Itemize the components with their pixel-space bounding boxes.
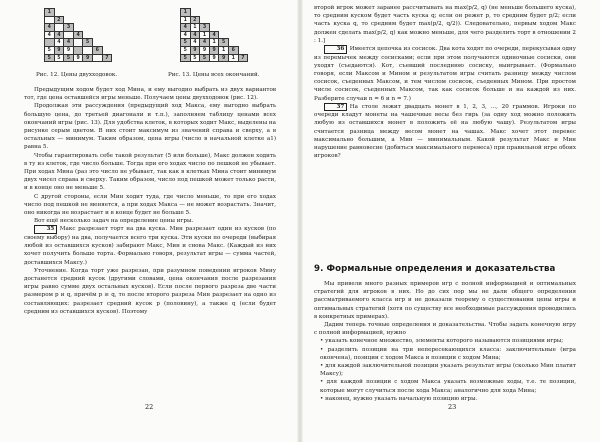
grid-cell xyxy=(219,9,229,17)
grid-cell: 5 xyxy=(190,54,200,62)
grid-cell xyxy=(238,16,248,24)
problem-number-35: 35 xyxy=(34,225,57,234)
grid-cell: 9 xyxy=(190,46,200,54)
grid-cell xyxy=(209,24,219,32)
grid-cell: 9 xyxy=(64,46,74,54)
grid-cell xyxy=(92,54,102,62)
grid-cell xyxy=(102,31,112,39)
grid-cell xyxy=(64,31,74,39)
grid-cell: 1 xyxy=(228,54,238,62)
grid-cell: 9 xyxy=(219,54,229,62)
grid-cell: 4 xyxy=(54,31,64,39)
grid-cell xyxy=(73,9,83,17)
grid-cell: 4 xyxy=(181,24,191,32)
grid-cell xyxy=(73,16,83,24)
grid-cell: 5 xyxy=(83,39,93,47)
grid-cell: 9 xyxy=(73,54,83,62)
paragraph: Дадим теперь точные определения и доказательства. Чтобы задать конечную игру с полной информацией, нужно xyxy=(314,322,576,337)
grid-cell xyxy=(73,24,83,32)
grid-cell xyxy=(228,16,238,24)
grid-cell xyxy=(83,46,93,54)
grid-cell xyxy=(228,39,238,47)
grid-row xyxy=(45,46,112,54)
grid-cell: 1 xyxy=(190,24,200,32)
grid-cell: 1 xyxy=(181,16,191,24)
grid-cell: 5 xyxy=(64,54,74,62)
grid-cell: 4 xyxy=(200,39,210,47)
page-number-left: 22 xyxy=(145,403,154,411)
grid-cell xyxy=(238,31,248,39)
grid-cell xyxy=(238,39,248,47)
problem-35-text: Макс разрезает торт на два куска. Мин разрезает один из кусков (по своему выбору) на два, получается всего три куска. Эти куски по очереди (выбирая любой из оставшихся кусков) забирают Макс, Мин и снова Макс. (Каждый из них хочет получить больше торта. Формально говоря, результат игры — сумма частей, доставшихся Максу.) xyxy=(24,226,276,266)
grid-cell: 4 xyxy=(54,39,64,47)
grid-cell: 5 xyxy=(181,54,191,62)
grid-cell: 1 xyxy=(200,31,210,39)
grid-cell: 5 xyxy=(181,46,191,54)
grid-cell xyxy=(238,9,248,17)
grid-cell xyxy=(92,9,102,17)
grid-cell: 3 xyxy=(200,24,210,32)
grid-cell xyxy=(64,9,74,17)
grid-cell xyxy=(102,46,112,54)
figure-13-caption: Рис. 13. Цены всех окончаний. xyxy=(168,72,260,78)
grid-cell xyxy=(64,16,74,24)
grid-cell: 5 xyxy=(200,54,210,62)
grid-cell: 1 xyxy=(181,9,191,17)
grid-cell xyxy=(238,24,248,32)
grid-cell xyxy=(228,24,238,32)
grid-row xyxy=(45,24,112,32)
problem-35 xyxy=(24,225,276,266)
grid-cell xyxy=(200,16,210,24)
section-heading: 9. Формальные определения и доказательства xyxy=(314,264,556,274)
grid-cell: 6 xyxy=(228,46,238,54)
problem-36 xyxy=(314,45,576,103)
grid-cell xyxy=(228,31,238,39)
grid-cell xyxy=(45,39,55,47)
grid-cell xyxy=(92,24,102,32)
grid-row xyxy=(181,54,248,62)
grid-cell: 7 xyxy=(238,54,248,62)
paragraph: Чтобы гарантировать себе такой результат (5 или больше), Макс должен ходить в ту из клеток, где число больше. Тогда при его ходах число по пешкой не убывает. При ходах Мина (раз это число не убывает, так как в клетках Мина стоит минимум двух чисел справа и сверху. Таким образом, число под пешкой может только расти, и в конце оно не меньше 5. xyxy=(24,152,276,192)
grid-cell xyxy=(238,46,248,54)
page-number-right: 23 xyxy=(448,403,457,411)
grid-cell xyxy=(92,39,102,47)
grid-cell: 5 xyxy=(45,54,55,62)
grid-cell xyxy=(102,9,112,17)
grid-cell: 1 xyxy=(209,39,219,47)
grid-cell xyxy=(102,39,112,47)
grid-cell: 9 xyxy=(54,46,64,54)
grid-row xyxy=(45,16,112,24)
grid-row xyxy=(181,46,248,54)
grid-row xyxy=(45,31,112,39)
grid-cell xyxy=(54,9,64,17)
grid-cell xyxy=(83,9,93,17)
grid-cell: 5 xyxy=(219,39,229,47)
grid-cell: 4 xyxy=(45,31,55,39)
problem-36-text: Имеется цепочка из сосисок. Два кота ходят по очереди, перекусывая одну из перемычек между сосисками; если при этом получаются одиночные сосиски, они уходят (съедаются). Кот, съевший последнюю сосиску, выигрывает. (Формально говоря, если Максом и Мином и результатом игры считать разницу между числом сосисок, съеденных Максом, и тем числом сосисок, съеденных Мином. При простом числе сосисок, съеденных Максом, так как сосисок больше и на каждой из них. Разберите случаи n = 6 и n = 7.) xyxy=(314,46,577,102)
grid-cell xyxy=(200,9,210,17)
grid-cell xyxy=(54,24,64,32)
grid-cell xyxy=(83,31,93,39)
grid-cell: 9 xyxy=(200,46,210,54)
grid-cell: 9 xyxy=(83,54,93,62)
grid-cell: 4 xyxy=(64,39,74,47)
grid-cell xyxy=(92,16,102,24)
grid-cell: 4 xyxy=(45,24,55,32)
grid-cell xyxy=(83,24,93,32)
grid-cell xyxy=(219,31,229,39)
grid-cell: 4 xyxy=(190,39,200,47)
paragraph: Мы привели много разных примеров игр с полной информацией и оптимальных стратегий для игроков в них. Но до сих пор мы не дали общего определения рассматриваемого класса игр и не доказали теорему о существовании цены игры и оптимальных стратегий (хотя по существу все необходимые рассуждения проводились в конкретных примерах). xyxy=(314,281,576,320)
grid-row xyxy=(181,39,248,47)
grid-cell xyxy=(219,16,229,24)
paragraph: Вот ещё несколько задач на определение цены игры. xyxy=(34,218,194,225)
grid-cell xyxy=(209,16,219,24)
grid-cell xyxy=(209,9,219,17)
grid-cell xyxy=(73,46,83,54)
grid-cell: 3 xyxy=(64,24,74,32)
figure-13-grid xyxy=(180,8,248,62)
grid-cell: 2 xyxy=(54,16,64,24)
grid-cell: 4 xyxy=(73,31,83,39)
figure-12-grid xyxy=(44,8,112,62)
grid-cell: 6 xyxy=(92,46,102,54)
problem-number-37: 37 xyxy=(324,103,347,112)
grid-cell: 4 xyxy=(209,31,219,39)
grid-row xyxy=(45,9,112,17)
grid-cell: 1 xyxy=(45,9,55,17)
list-item: • для каждой позиции с ходом Макса указать возможные ходы, т.е. те позиции, которые могут случиться после хода Макса; аналогично для хода Мина; xyxy=(320,379,577,394)
grid-cell: 1 xyxy=(219,46,229,54)
grid-row xyxy=(181,24,248,32)
problem-37 xyxy=(314,103,576,161)
grid-cell: 7 xyxy=(102,54,112,62)
definition-list xyxy=(314,337,576,403)
grid-row xyxy=(45,39,112,47)
grid-cell xyxy=(92,31,102,39)
grid-row xyxy=(45,54,112,62)
list-item: • для каждой заключительной позиции указать результат игры (сколько Мин платит Максу); xyxy=(320,363,577,378)
grid-cell xyxy=(73,39,83,47)
grid-cell: 5 xyxy=(45,46,55,54)
grid-row xyxy=(181,16,248,24)
grid-cell: 9 xyxy=(209,46,219,54)
grid-cell: 5 xyxy=(54,54,64,62)
problem-number-36: 36 xyxy=(324,45,347,54)
right-page xyxy=(300,0,600,442)
right-top-text xyxy=(314,4,576,160)
grid-row xyxy=(181,9,248,17)
grid-cell: 5 xyxy=(181,39,191,47)
list-item: • наконец, нужно указать начальную позицию игры. xyxy=(320,395,478,402)
paragraph: С другой стороны, если Мин ходит туда, где число меньше, то при его ходах число под пешкой не меняется, а при ходах Макса — не может возрастать. Значит, оно никогда не возрастает и в конце будет не больше 5. xyxy=(24,193,276,217)
paragraph: Продолжая эти рассуждения (предыдущий ход Макса, ему выгодно выбрать большую цена, до третьей диагонали и т.п.), заполняем таблицу ценами всех окончаний игры (рис. 13). Для удобства клеток, в которых ходит Макс, выделены на рисунке серым цветом. В них стоит максимум из значений справа и сверху, а в остальных — минимум. Таким образом, цена игры (число в начальной клетке a1) равна 5. xyxy=(24,103,276,151)
solution-paragraph: Уточнение. Когда торт уже разрезан, при разумном поведении игроков Мину достанется средний кусок (другими словами, цена окончания после разрезания игры равно сумме двух остальных кусков). Если после первого разреза две части размером p и q, причём p ≥ q, то после второго разреза Мин разрезает на одно из составляющих: разрезает средний кусок p (половину), а также q (если будет средним из оставшихся кусков). Поэтому xyxy=(24,267,276,315)
grid-cell xyxy=(190,9,200,17)
grid-cell: 2 xyxy=(190,16,200,24)
grid-cell xyxy=(45,16,55,24)
problem-37-text: На столе лежит двадцать монет в 1, 2, 3, …, 20 граммов. Игроки по очереди кладут монеты на чашечные весы без гирь (за одну ход можно положить любую из оставшихся монет в положить её на любую чашу). Результатом игры считается разница между весом монет на чашах. Макс хочет этот перевес максимально большим, а Мин — минимальным. Какой результат Макс и Мин нарушение равновесие (добиться максимального перевеса) при правильной игре обоих игроков? xyxy=(314,103,576,160)
grid-cell xyxy=(102,24,112,32)
right-section-text xyxy=(314,280,576,403)
left-body-text xyxy=(24,86,276,316)
continued-paragraph: второй игрок может заранее рассчитывать на max(p/2, q) (не меньше большего куска), то средним куском будет часть куска q; если он режет p, то средним будет p/2; если часть куска q, то средним будет max(p/2, q/2)). Следовательно, первым ходом Макс должен сделать max(p/2, q) как можно меньше, для чего разделить торт в отношении 2 : 1.] xyxy=(314,5,576,44)
figure-12-caption: Рис. 12. Цены двухходовок. xyxy=(36,72,118,78)
grid-cell xyxy=(83,16,93,24)
list-item: • разделить позиции на три непересекающихся класса: заключительные (игра окончена), позиции с ходом Макса и позиции с ходом Мина; xyxy=(320,346,576,361)
paragraph: Предыдущим ходом будет ход Мина, и ему выгодно выбрать из двух вариантов тот, где цена оставшейся игры меньше. Получаем цены двухходовок (рис. 12). xyxy=(24,87,276,102)
grid-cell: 4 xyxy=(181,31,191,39)
grid-cell xyxy=(102,16,112,24)
grid-row xyxy=(181,31,248,39)
grid-cell xyxy=(219,24,229,32)
grid-cell: 4 xyxy=(190,31,200,39)
grid-cell: 9 xyxy=(209,54,219,62)
grid-cell xyxy=(228,9,238,17)
list-item: • указать конечное множество, элементы которого называются позициями игры; xyxy=(320,338,564,345)
